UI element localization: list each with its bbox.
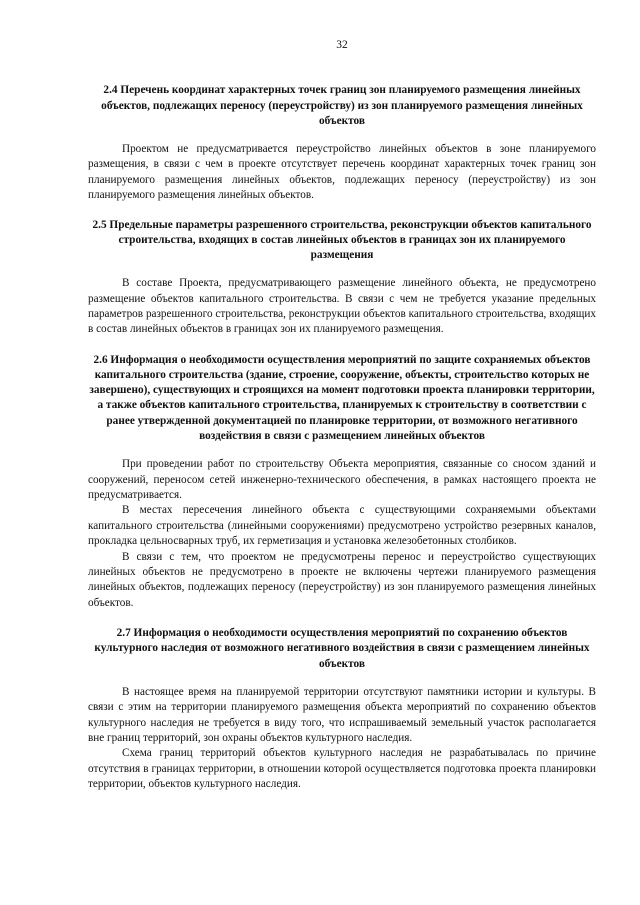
- paragraph: Проектом не предусматривается переустройство линейных объектов в зоне планируемого размещения, в связи с чем в проекте отсутствует перечень координат характерных точек границ зон планируемого размещения линейных объектов, подлежащих переносу (переустройству) из зон планируемого размещения линейных объектов.: [88, 143, 596, 202]
- page-number: 32: [336, 39, 348, 51]
- section-heading: 2.7 Информация о необходимости осуществления мероприятий по сохранению объектов культурного наследия от возможного негативного воздействия в связи с размещением линейных объектов: [94, 627, 590, 670]
- paragraph: В настоящее время на планируемой территории отсутствуют памятники истории и культуры. В связи с этим на территории планируемого размещения объекта мероприятий по сохранению объектов культурного наследия не требуется в виду того, что испрашиваемый земельный участок располагается вне границ территорий, зон охраны объектов культурного наследия.: [88, 685, 596, 744]
- section-2-4: [88, 83, 596, 203]
- paragraph: В местах пересечения линейного объекта с существующими сохраняемыми объектами капитального строительства (линейными сооружениями) предусмотрено устройство резервных каналов, прокладка цельносварных труб, их герметизация и установка железобетонных столбиков.: [88, 504, 596, 548]
- section-heading: 2.4 Перечень координат характерных точек границ зон планируемого размещения линейных объектов, подлежащих переносу (переустройству) из зон планируемого размещения линейных объектов: [101, 84, 583, 127]
- section-2-6: [88, 353, 596, 611]
- section-heading: 2.5 Предельные параметры разрешенного строительства, реконструкции объектов капитального строительства, входящих в состав линейных объектов в границах зон их планируемого размещения: [92, 218, 592, 262]
- section-2-5: [88, 218, 596, 338]
- paragraph: Схема границ территорий объектов культурного наследия не разрабатывалась по причине отсутствия в границах территории, в отношении которой осуществляется подготовка проекта планировки территории, объектов культурного наследия.: [88, 747, 596, 791]
- section-2-7: [88, 626, 596, 792]
- section-heading: 2.6 Информация о необходимости осуществления мероприятий по защите сохраняемых объектов капитального строительства (здание, строение, сооружение, объекты, строительство которых не завершено), существующих и строящихся на момент подготовки проекта планировки территории, а также объектов капитального строительства, планируемых к строительству в соответствии с ранее утвержденной документацией по планировке территории, от возможного негативного воздействия в связи с размещением линейных объектов: [89, 353, 595, 442]
- paragraph: В связи с тем, что проектом не предусмотрены перенос и переустройство существующих линейных объектов не предусмотрено в проекте не включены чертежи планируемого размещения линейных объектов, подлежащих переносу (переустройству) из зон планируемого размещения линейных объектов.: [88, 550, 596, 609]
- paragraph: В составе Проекта, предусматривающего размещение линейного объекта, не предусмотрено размещение объектов капитального строительства. В связи с чем не требуется указание предельных параметров разрешенного строительства, реконструкции объектов капитального строительства, входящих в состав линейных объектов в границах зон их планируемого размещения.: [88, 277, 596, 336]
- paragraph: При проведении работ по строительству Объекта мероприятия, связанные со сносом зданий и сооружений, переносом сетей инженерно-технического обеспечения, в рамках настоящего проекта не предусматривается.: [88, 458, 596, 501]
